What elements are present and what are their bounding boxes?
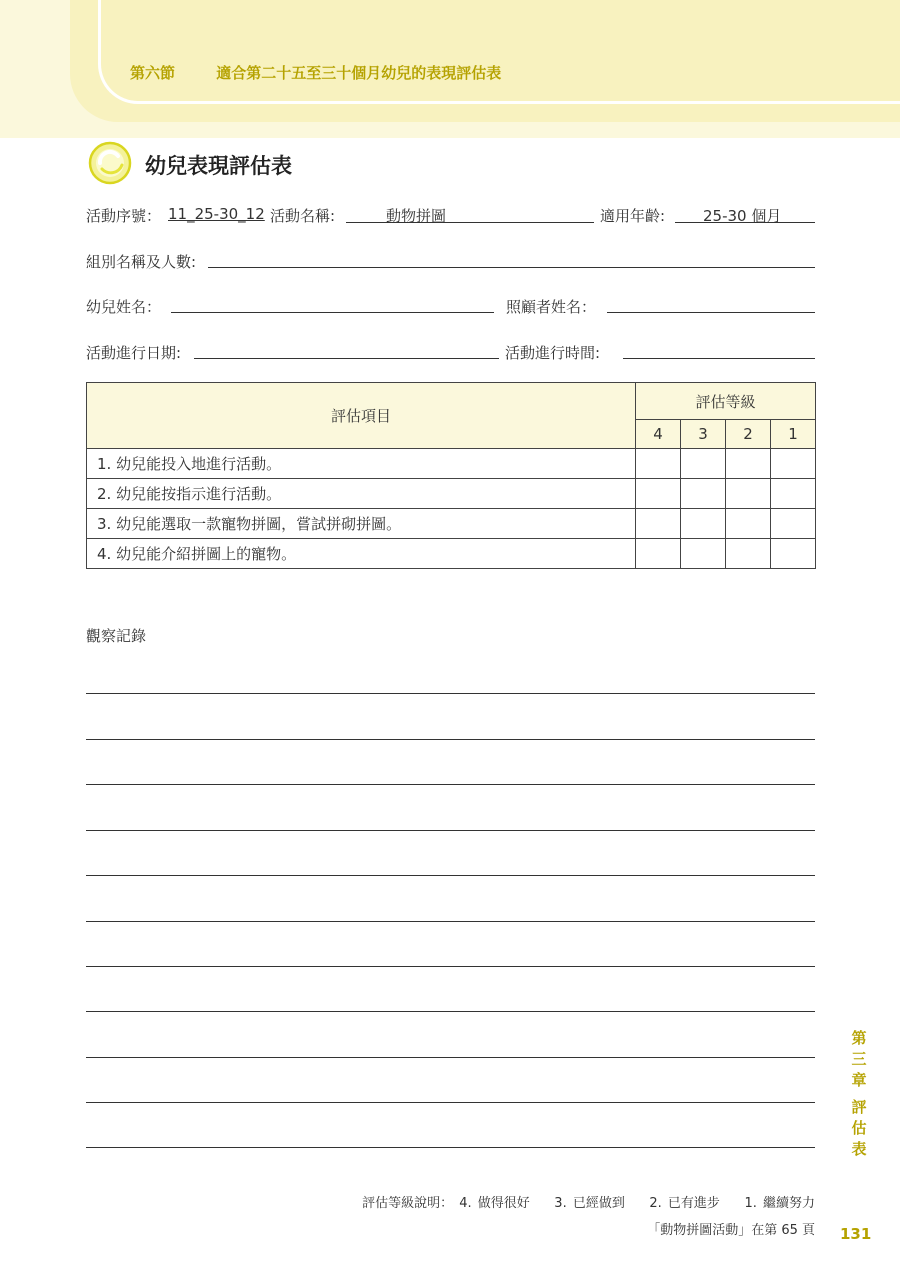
child-name-label: 幼兒姓名： xyxy=(86,298,162,316)
activity-name-line xyxy=(346,222,594,223)
grade-cell[interactable] xyxy=(726,449,771,479)
grade-cell[interactable] xyxy=(681,539,726,569)
chapter-char: 章 xyxy=(851,1071,867,1089)
section-number: 第六節 xyxy=(130,64,176,82)
group-line[interactable] xyxy=(208,267,815,268)
grade-cell[interactable] xyxy=(636,479,681,509)
observation-line[interactable] xyxy=(86,1102,815,1103)
observation-line[interactable] xyxy=(86,693,815,694)
activity-name-value: 動物拼圖 xyxy=(386,207,447,225)
grade-legend xyxy=(362,1192,815,1211)
grade-4-header: 4 xyxy=(636,420,681,449)
observation-line[interactable] xyxy=(86,739,815,740)
grade-cell[interactable] xyxy=(636,539,681,569)
grade-cell[interactable] xyxy=(636,449,681,479)
age-label: 適用年齡: xyxy=(600,207,666,225)
observation-label: 觀察記錄 xyxy=(86,627,147,645)
grade-cell[interactable] xyxy=(636,509,681,539)
observation-line[interactable] xyxy=(86,966,815,967)
observation-line[interactable] xyxy=(86,830,815,831)
page-number: 131 xyxy=(840,1225,872,1243)
item-label: 1. 幼兒能投入地進行活動。 xyxy=(87,449,636,479)
activity-number-label: 活動序號： xyxy=(86,207,162,225)
form-title: 幼兒表現評估表 xyxy=(145,154,292,178)
chapter-char: 第 xyxy=(851,1029,867,1047)
grade-cell[interactable] xyxy=(771,479,816,509)
caregiver-label: 照顧者姓名： xyxy=(506,298,597,316)
grade-1-header: 1 xyxy=(771,420,816,449)
table-row xyxy=(87,449,816,479)
topic-tab xyxy=(848,1097,870,1160)
caregiver-line[interactable] xyxy=(607,312,815,313)
grade-2-header: 2 xyxy=(726,420,771,449)
group-label: 組別名稱及人數: xyxy=(86,253,197,271)
child-name-line[interactable] xyxy=(171,312,494,313)
section-heading xyxy=(130,62,501,83)
time-line[interactable] xyxy=(623,358,815,359)
observation-line[interactable] xyxy=(86,921,815,922)
table-row xyxy=(87,479,816,509)
chapter-char: 三 xyxy=(851,1050,867,1068)
observation-line[interactable] xyxy=(86,875,815,876)
topic-char: 表 xyxy=(851,1140,867,1158)
chapter-tab xyxy=(848,1028,870,1091)
grade-cell[interactable] xyxy=(771,449,816,479)
table-row xyxy=(87,539,816,569)
grade-cell[interactable] xyxy=(726,539,771,569)
legend-item: 2. 已有進步 xyxy=(649,1196,720,1211)
grade-3-header: 3 xyxy=(681,420,726,449)
activity-number-value: 11_25-30_12 xyxy=(168,205,265,223)
evaluation-table xyxy=(86,382,816,569)
legend-item: 3. 已經做到 xyxy=(554,1196,625,1211)
header-panel-border xyxy=(98,0,900,104)
activity-reference: 「動物拼圖活動」在第 65 頁 xyxy=(647,1223,815,1238)
section-title: 適合第二十五至三十個月幼兒的表現評估表 xyxy=(216,64,502,82)
legend-item: 1. 繼續努力 xyxy=(744,1196,815,1211)
grade-cell[interactable] xyxy=(726,479,771,509)
item-label: 4. 幼兒能介紹拼圖上的寵物。 xyxy=(87,539,636,569)
grade-cell[interactable] xyxy=(771,539,816,569)
grade-cell[interactable] xyxy=(681,449,726,479)
legend-item: 4. 做得很好 xyxy=(459,1196,530,1211)
date-label: 活動進行日期: xyxy=(86,344,182,362)
circle-badge-icon xyxy=(88,141,132,185)
time-label: 活動進行時間: xyxy=(505,344,601,362)
grade-column-header: 評估等級 xyxy=(636,383,816,420)
observation-line[interactable] xyxy=(86,1147,815,1148)
topic-char: 估 xyxy=(851,1119,867,1137)
age-value: 25-30 個月 xyxy=(703,207,782,225)
item-label: 3. 幼兒能選取一款寵物拼圖，嘗試拼砌拼圖。 xyxy=(87,509,636,539)
grade-cell[interactable] xyxy=(771,509,816,539)
observation-line[interactable] xyxy=(86,1011,815,1012)
item-column-header: 評估項目 xyxy=(87,383,636,449)
date-line[interactable] xyxy=(194,358,499,359)
observation-line[interactable] xyxy=(86,784,815,785)
topic-char: 評 xyxy=(851,1098,867,1116)
legend-label: 評估等級說明： xyxy=(362,1196,454,1211)
observation-line[interactable] xyxy=(86,1057,815,1058)
table-row xyxy=(87,509,816,539)
grade-cell[interactable] xyxy=(681,479,726,509)
grade-cell[interactable] xyxy=(726,509,771,539)
item-label: 2. 幼兒能按指示進行活動。 xyxy=(87,479,636,509)
grade-cell[interactable] xyxy=(681,509,726,539)
activity-name-label: 活動名稱: xyxy=(270,207,336,225)
